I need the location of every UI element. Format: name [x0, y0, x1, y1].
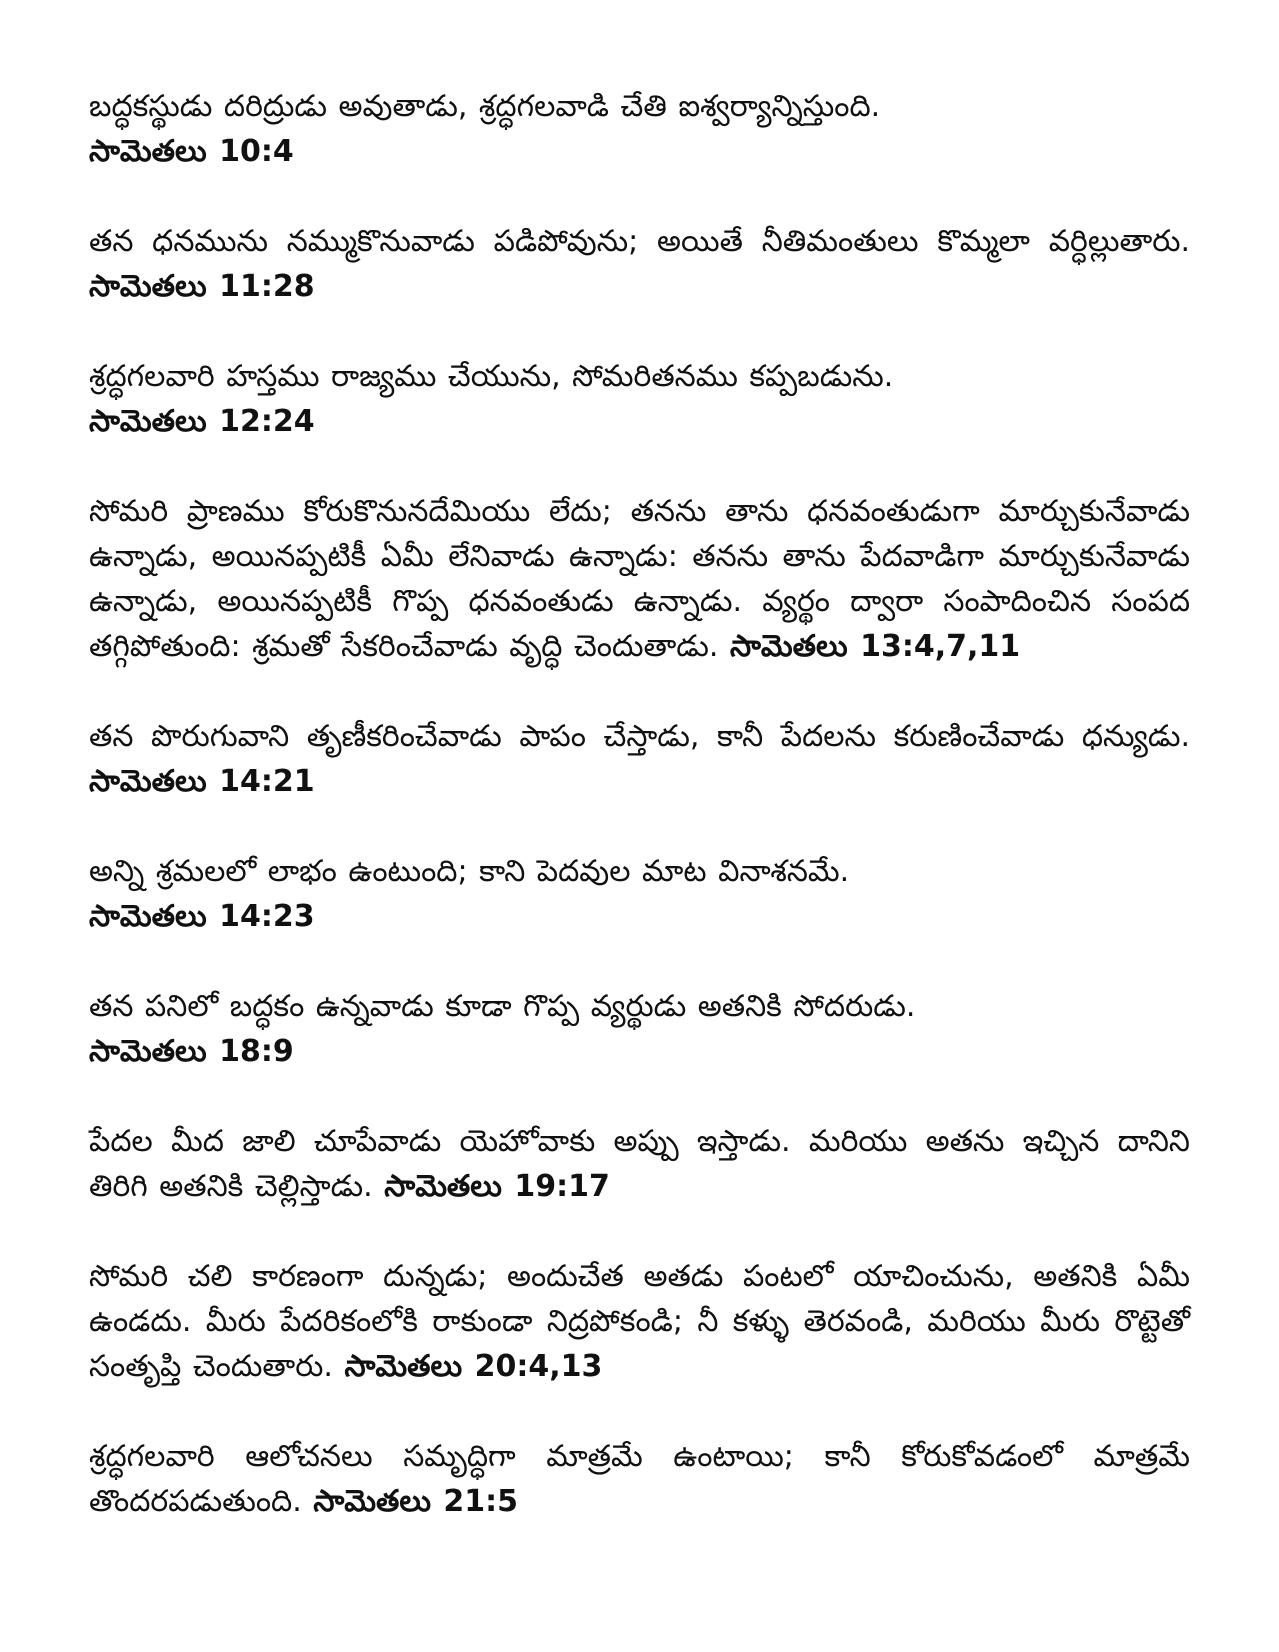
verse-entry	[89, 354, 1190, 444]
verse-text: పేదల మీద జాలి చూపేవాడు యెహోవాకు అప్పు ఇస్తాడు. మరియు అతను ఇచ్చిన దానిని తిరిగి అతనికి చెల్లిస్తాడు.	[89, 1124, 1190, 1204]
verse-reference: సామెతలు 21:5	[313, 1484, 519, 1519]
verse-entry	[89, 1119, 1190, 1209]
verse-entry	[89, 984, 1190, 1074]
verse-entry	[89, 849, 1190, 939]
verse-reference: సామెతలు 18:9	[89, 1034, 294, 1069]
verse-text: అన్ని శ్రమలలో లాభం ఉంటుంది; కాని పెదవుల మాట వినాశనమే.	[89, 854, 850, 889]
verse-reference: సామెతలు 13:4,7,11	[729, 629, 1021, 664]
verse-reference: సామెతలు 12:24	[89, 404, 315, 439]
verse-entry	[89, 84, 1190, 174]
verse-reference: సామెతలు 14:23	[89, 899, 315, 934]
verse-text: తన పనిలో బద్ధకం ఉన్నవాడు కూడా గొప్ప వ్యర్థుడు అతనికి సోదరుడు.	[89, 989, 916, 1024]
verse-entry	[89, 1254, 1190, 1389]
verse-text: సోమరి చలి కారణంగా దున్నడు; అందుచేత అతడు పంటలో యాచించును, అతనికి ఏమీ ఉండదు. మీరు పేదరికంలోకి రాకుండా నిద్రపోకండి; నీ కళ్ళు తెరవండి, మరియు మీరు రొట్టెతో సంతృప్తి చెందుతారు.	[89, 1259, 1190, 1384]
verse-text: సోమరి ప్రాణము కోరుకొనునదేమియు లేదు; తనను తాను ధనవంతుడుగా మార్చుకునేవాడు ఉన్నాడు, అయినప్పటికీ ఏమీ లేనివాడు ఉన్నాడు: తనను తాను పేదవాడిగా మార్చుకునేవాడు ఉన్నాడు, అయినప్పటికీ గొప్ప ధనవంతుడు ఉన్నాడు. వ్యర్థం ద్వారా సంపాదించిన సంపద తగ్గిపోతుంది: శ్రమతో సేకరించేవాడు వృద్ధి చెందుతాడు.	[89, 494, 1190, 664]
verse-entry	[89, 219, 1190, 309]
verse-text: శ్రద్ధగలవారి ఆలోచనలు సమృద్ధిగా మాత్రమే ఉంటాయి; కానీ కోరుకోవడంలో మాత్రమే తొందరపడుతుంది.	[89, 1439, 1190, 1519]
verse-reference: సామెతలు 19:17	[384, 1169, 610, 1204]
verse-text: శ్రద్ధగలవారి హస్తము రాజ్యము చేయును, సోమరితనము కప్పబడును.	[89, 359, 894, 394]
verse-text: బద్ధకస్థుడు దరిద్రుడు అవుతాడు, శ్రద్ధగలవాడి చేతి ఐశ్వర్యాన్నిస్తుంది.	[89, 89, 881, 124]
verse-entry	[89, 489, 1190, 669]
verse-reference: సామెతలు 11:28	[89, 269, 315, 304]
verse-reference: సామెతలు 10:4	[89, 134, 294, 169]
verse-entry	[89, 1434, 1190, 1524]
verse-reference: సామెతలు 14:21	[89, 764, 315, 799]
verse-reference: సామెతలు 20:4,13	[344, 1349, 603, 1384]
verse-text: తన పొరుగువాని తృణీకరించేవాడు పాపం చేస్తాడు, కానీ పేదలను కరుణించేవాడు ధన్యుడు.	[89, 719, 1190, 754]
verse-text: తన ధనమును నమ్ముకొనువాడు పడిపోవును; అయితే నీతిమంతులు కొమ్మలా వర్ధిల్లుతారు.	[89, 224, 1190, 259]
verse-entry	[89, 714, 1190, 804]
